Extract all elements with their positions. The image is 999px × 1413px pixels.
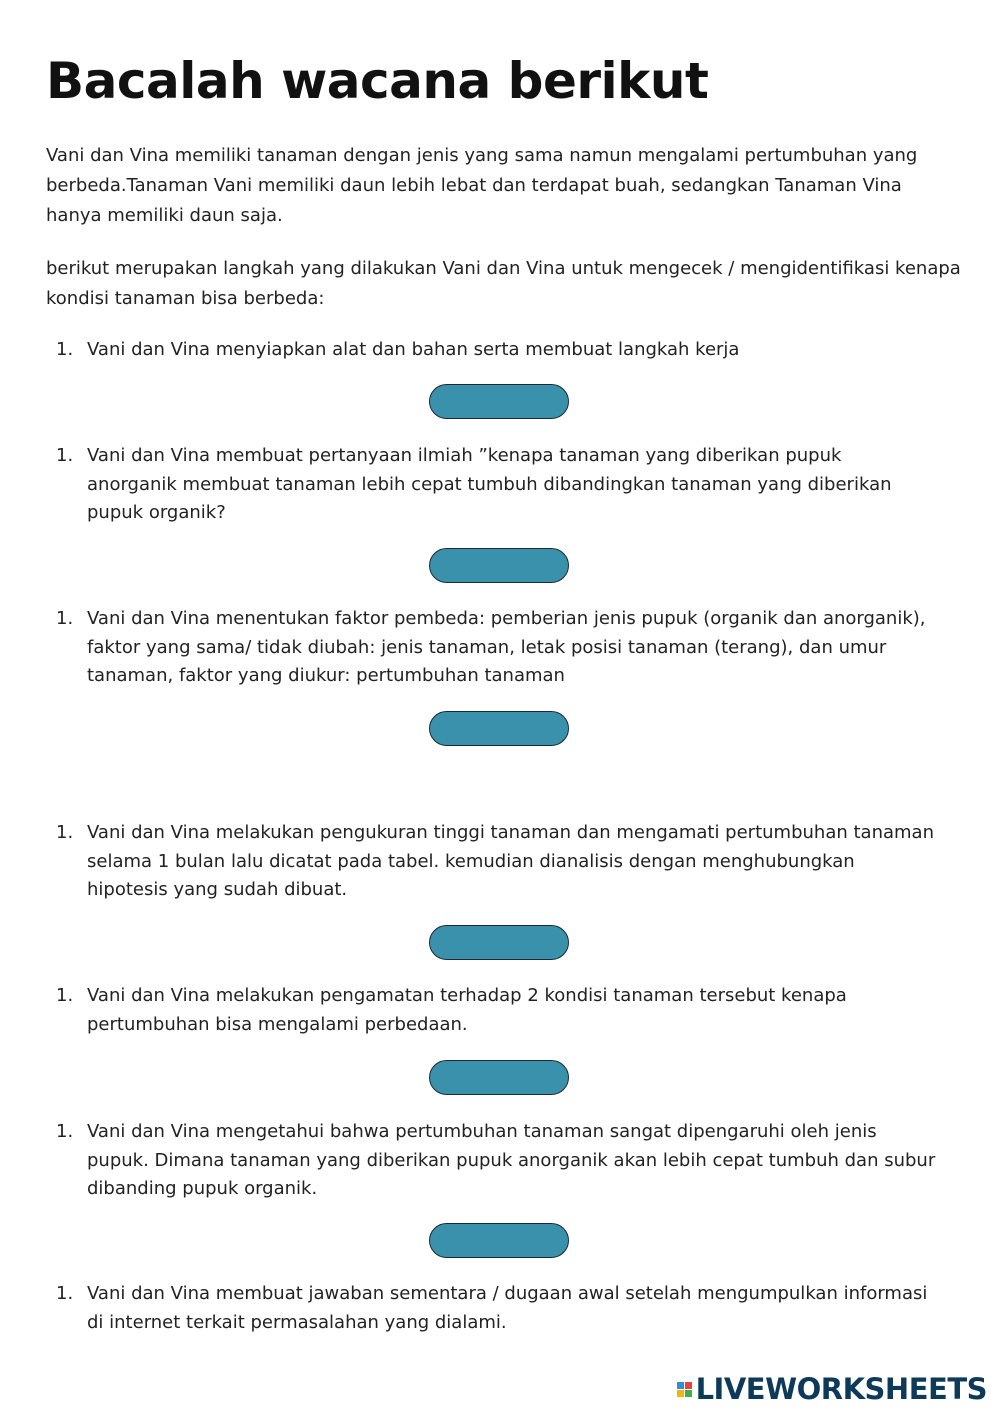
list-item-text: Vani dan Vina melakukan pengukuran tinggi tanaman dan mengamati pertumbuhan tanaman selama 1 bulan lalu dicatat pada tabel. kemudian dianalisis dengan menghubungkan hipotesis yang sudah dibuat. [87, 822, 934, 900]
answer-blank-4[interactable] [429, 925, 569, 960]
list-item-number: 1. [56, 985, 74, 1006]
list-item [56, 982, 936, 1039]
answer-blank-2[interactable] [429, 548, 569, 583]
list-item-text: Vani dan Vina melakukan pengamatan terhadap 2 kondisi tanaman tersebut kenapa pertumbuhan bisa mengalami perbedaan. [87, 985, 847, 1035]
liveworksheets-brand[interactable] [677, 1372, 987, 1406]
list-item [56, 442, 936, 528]
list-item [56, 605, 936, 691]
list-item-text: Vani dan Vina menentukan faktor pembeda: pemberian jenis pupuk (organik dan anorganik), faktor yang sama/ tidak diubah: jenis tanaman, letak posisi tanaman (terang), dan umur tanaman, faktor yang diukur: pertumbuhan tanaman [87, 608, 926, 686]
list-item-text: Vani dan Vina menyiapkan alat dan bahan serta membuat langkah kerja [87, 339, 740, 360]
list-item-number: 1. [56, 822, 74, 843]
list-item-text: Vani dan Vina membuat pertanyaan ilmiah ”kenapa tanaman yang diberikan pupuk anorganik membuat tanaman lebih cepat tumbuh dibandingkan tanaman yang diberikan pupuk organik? [87, 445, 892, 523]
answer-blank-5[interactable] [429, 1060, 569, 1095]
instruction-paragraph: berikut merupakan langkah yang dilakukan Vani dan Vina untuk mengecek / mengidentifikasi kenapa kondisi tanaman bisa berbeda: [46, 258, 961, 309]
liveworksheets-logo-icon [677, 1382, 692, 1397]
list-item-number: 1. [56, 608, 74, 629]
list-item-text: Vani dan Vina mengetahui bahwa pertumbuhan tanaman sangat dipengaruhi oleh jenis pupuk. Dimana tanaman yang diberikan pupuk anorganik akan lebih cepat tumbuh dan subur dibanding pupuk organik. [87, 1121, 936, 1199]
answer-blank-1[interactable] [429, 384, 569, 419]
list-item-number: 1. [56, 1283, 74, 1304]
intro-paragraph: Vani dan Vina memiliki tanaman dengan jenis yang sama namun mengalami pertumbuhan yang berbeda.Tanaman Vani memiliki daun lebih lebat dan terdapat buah, sedangkan Tanaman Vina hanya memiliki daun saja. [46, 145, 918, 226]
list-item [56, 1280, 936, 1337]
list-item-number: 1. [56, 1121, 74, 1142]
answer-blank-3[interactable] [429, 711, 569, 746]
list-item-number: 1. [56, 339, 74, 360]
brand-text: LIVEWORKSHEETS [695, 1372, 987, 1406]
page-title: Bacalah wacana berikut [46, 52, 709, 110]
list-item [56, 1118, 936, 1204]
list-item [56, 819, 936, 905]
list-item [56, 336, 936, 365]
list-item-number: 1. [56, 445, 74, 466]
answer-blank-6[interactable] [429, 1223, 569, 1258]
list-item-text: Vani dan Vina membuat jawaban sementara / dugaan awal setelah mengumpulkan informasi di internet terkait permasalahan yang dialami. [87, 1283, 928, 1333]
